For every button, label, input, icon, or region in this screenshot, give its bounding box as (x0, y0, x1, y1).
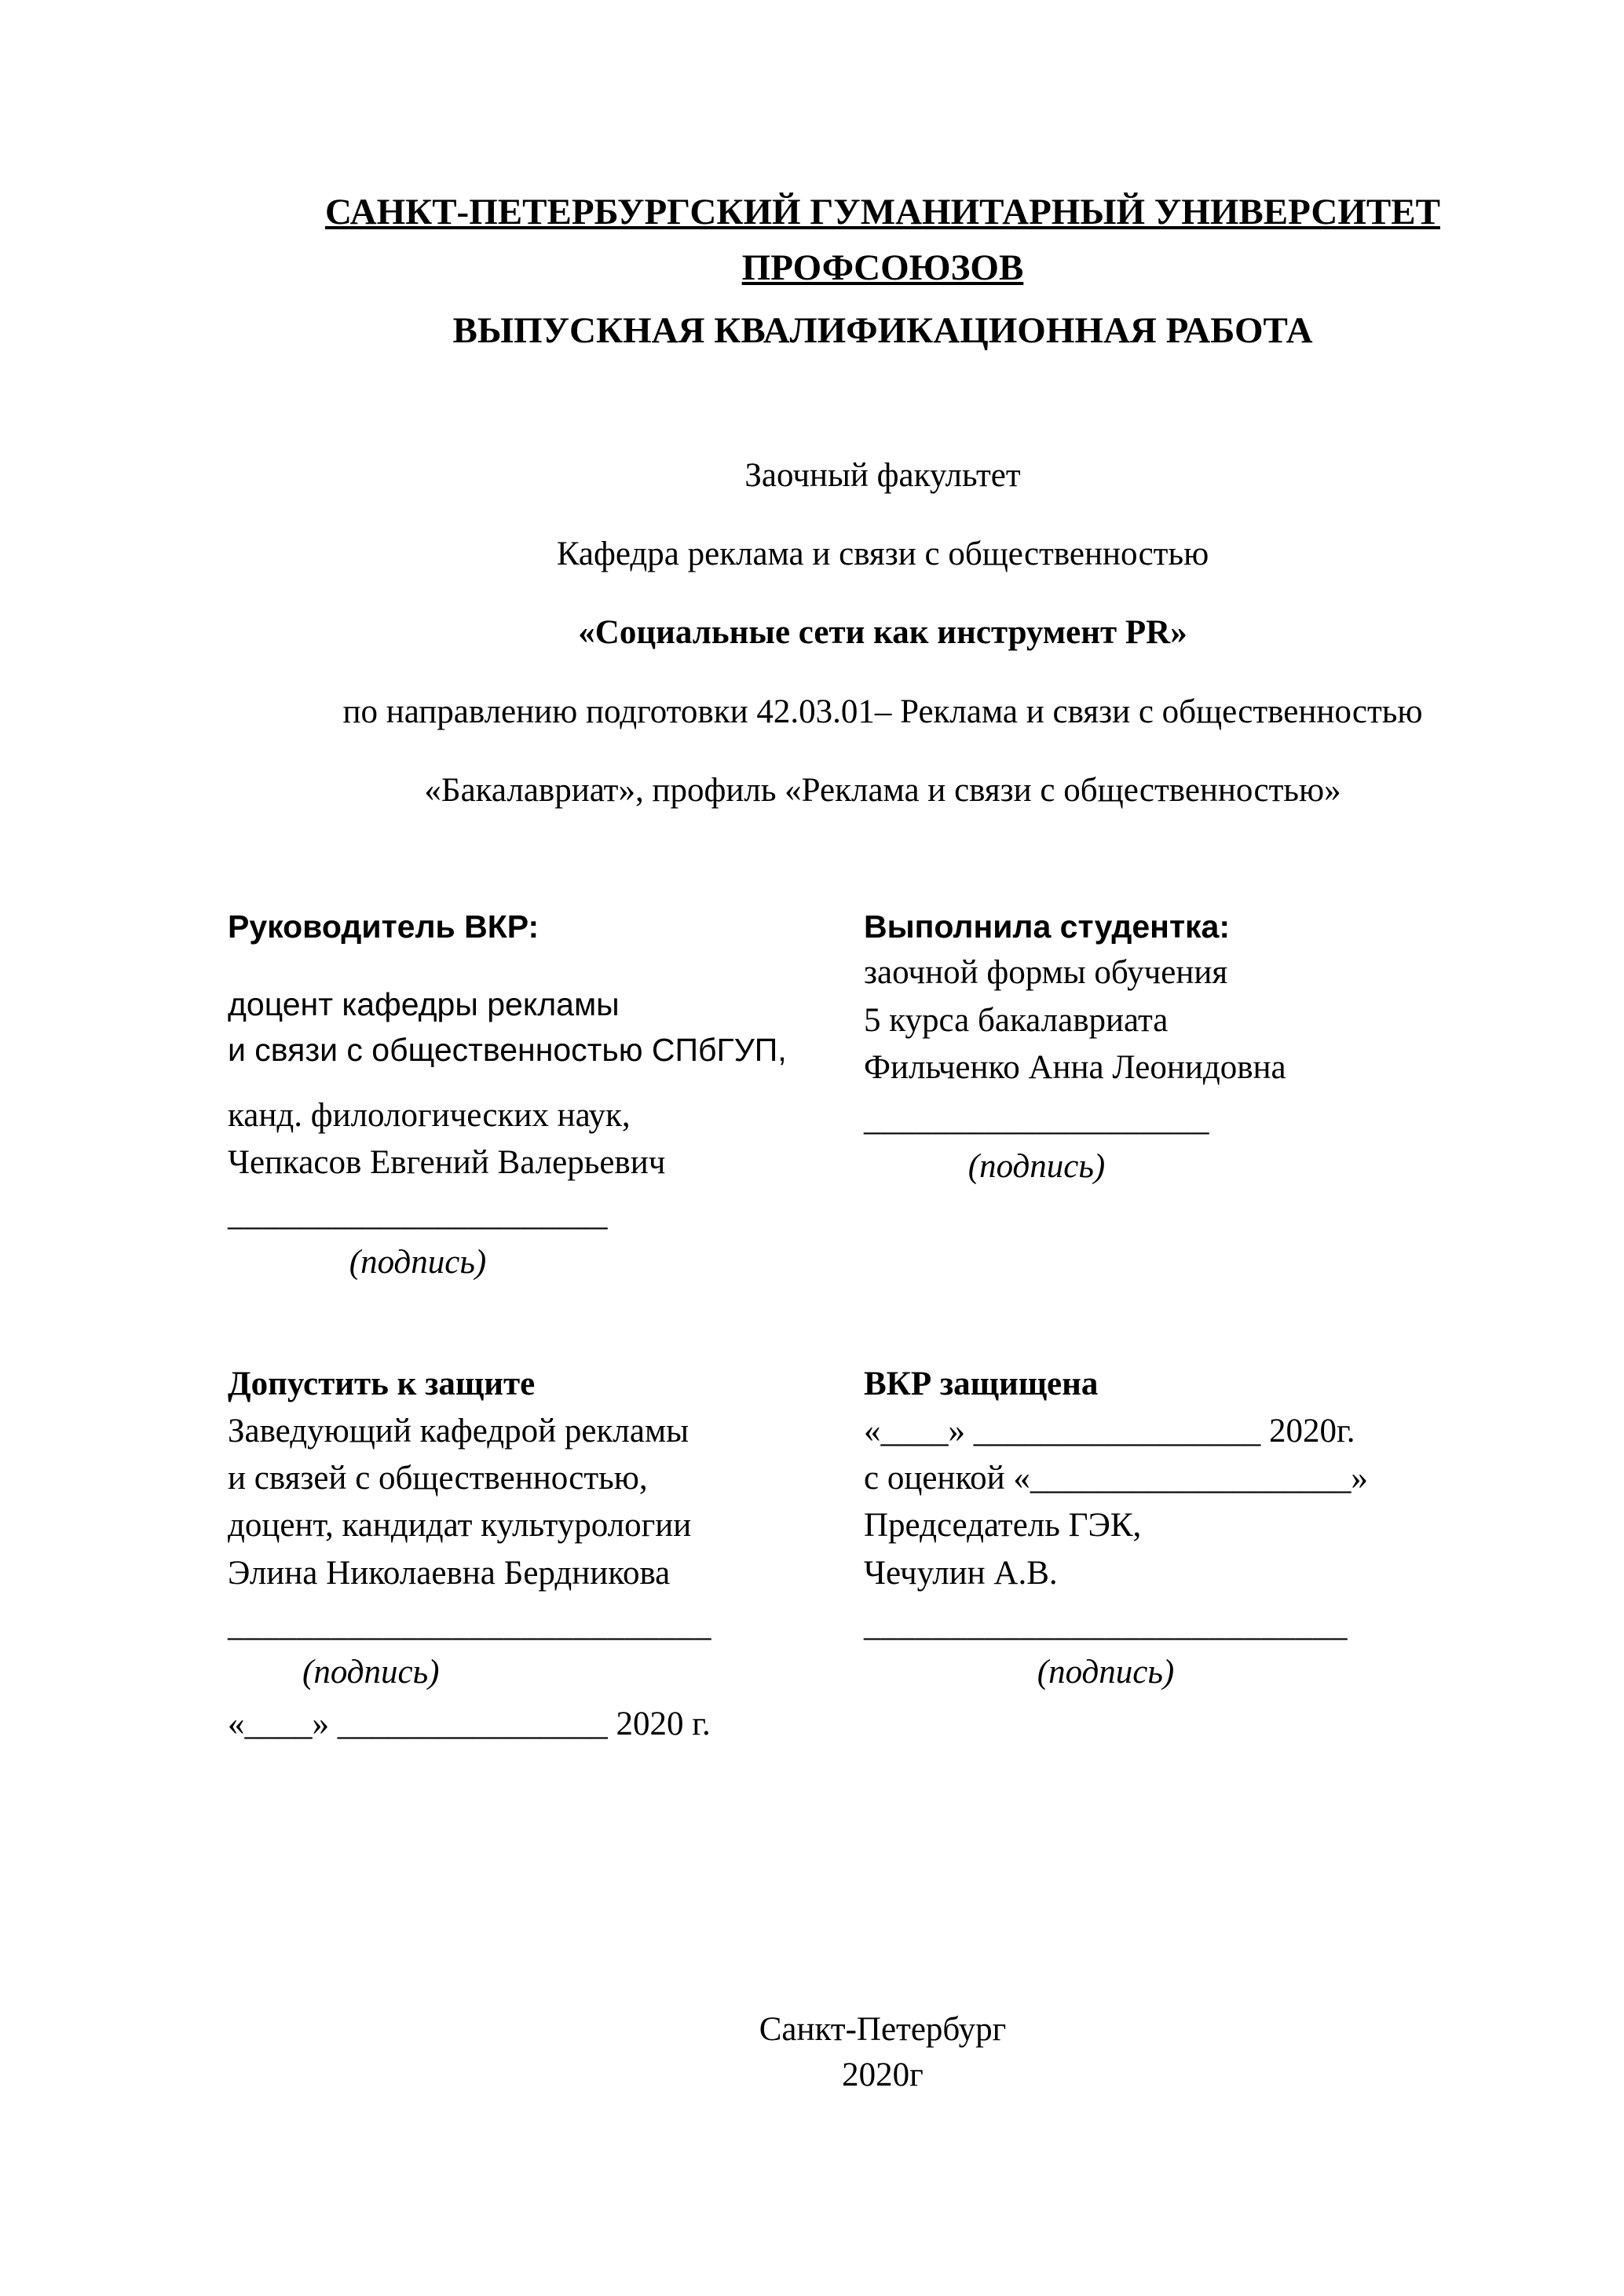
defense-heading: ВКР защищена (864, 1365, 1099, 1402)
direction-line: по направлению подготовки 42.03.01– Реклама и связи с общественностью (342, 693, 1423, 730)
student-signature (864, 1096, 1209, 1190)
admission-signature (228, 1602, 711, 1696)
department-line: Кафедра реклама и связи с общественностью (556, 536, 1209, 573)
thesis-title: «Социальные сети как инструмент PR» (578, 614, 1187, 652)
student-signature-label: (подпись) (967, 1148, 1106, 1186)
thesis-info (228, 452, 1538, 814)
admission-block (228, 1361, 864, 1749)
supervisor-signature-line: ______________________ (228, 1196, 608, 1234)
faculty-line: Заочный факультет (744, 457, 1021, 494)
supervisor-signature-label: (подпись) (349, 1243, 487, 1281)
work-type-heading: ВЫПУСКНАЯ КВАЛИФИКАЦИОННАЯ РАБОТА (452, 310, 1313, 351)
signatures-row-2 (228, 1361, 1538, 1749)
student-block (864, 905, 1538, 1190)
admission-signature-label: (подпись) (302, 1653, 440, 1691)
defense-signature (864, 1602, 1348, 1696)
student-line2: 5 курса бакалавриата (864, 1001, 1169, 1039)
admission-line3: доцент, кандидат культурологии (228, 1507, 692, 1545)
student-signature-line: ____________________ (864, 1100, 1209, 1138)
defense-block (864, 1361, 1538, 1696)
defense-signature-label: (подпись) (1037, 1653, 1175, 1691)
admission-heading: Допустить к защите (228, 1365, 536, 1402)
admission-line2: и связей с общественностью, (228, 1460, 648, 1497)
defense-grade-line: с оценкой «___________________» (864, 1460, 1368, 1497)
admission-line1: Заведующий кафедрой рекламы (228, 1413, 689, 1450)
student-heading: Выполнила студентка: (864, 908, 1230, 945)
profile-line: «Бакалавриат», профиль «Реклама и связи с общественностью» (424, 771, 1341, 809)
footer-city: Санкт-Петербург (759, 2011, 1007, 2049)
student-name: Фильченко Анна Леонидовна (864, 1048, 1286, 1086)
student-line1: заочной формы обучения (864, 954, 1228, 992)
defense-chair-name: Чечулин А.В. (864, 1554, 1058, 1592)
supervisor-position-line1: доцент кафедры рекламы (228, 986, 620, 1023)
university-name-line1: САНКТ-ПЕТЕРБУРГСКИЙ ГУМАНИТАРНЫЙ УНИВЕРСИТЕТ (325, 192, 1440, 232)
supervisor-heading: Руководитель ВКР: (228, 908, 540, 945)
defense-chair-line: Председатель ГЭК, (864, 1507, 1142, 1545)
supervisor-name: Чепкасов Евгений Валерьевич (228, 1144, 666, 1182)
supervisor-degree-line1: канд. филологических наук, (228, 1097, 631, 1135)
document-footer (228, 2007, 1538, 2098)
supervisor-position-line2: и связи с общественностью СПбГУП, (228, 1031, 787, 1068)
footer-year: 2020г (842, 2057, 924, 2094)
signatures-row-1 (228, 905, 1538, 1286)
university-name (228, 185, 1538, 295)
supervisor-signature (228, 1191, 608, 1285)
defense-date-line: «____» _________________ 2020г. (864, 1413, 1355, 1450)
document-header (228, 185, 1538, 352)
admission-name: Элина Николаевна Бердникова (228, 1554, 671, 1592)
defense-signature-line: ____________________________ (864, 1606, 1348, 1643)
university-name-line2: ПРОФСОЮЗОВ (741, 247, 1024, 288)
admission-date-line: «____» ________________ 2020 г. (228, 1706, 711, 1743)
admission-signature-line: ____________________________ (228, 1606, 711, 1643)
supervisor-block (228, 905, 864, 1286)
